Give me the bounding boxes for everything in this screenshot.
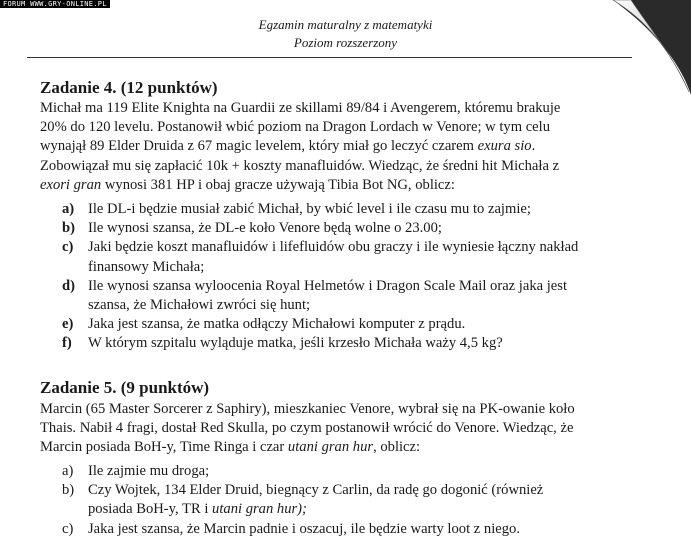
task4-title: Zadanie 4. (12 punktów) [40, 78, 218, 97]
list-item [62, 200, 687, 219]
item-letter: b) [62, 220, 75, 237]
page-curl-icon [591, 0, 691, 95]
text-line: Jaka jest szansa, że Marcin padnie i oszacuj, ile będzie warty loot z niego. [88, 520, 520, 537]
exam-header-title: Egzamin maturalny z matematyki [258, 17, 433, 32]
list-item [62, 315, 687, 334]
text-line: Jaki będzie koszt manafluidów i lifefluidów obu graczy i ile wyniesie łączny nakład [88, 239, 579, 256]
text-line: Czy Wojtek, 134 Elder Druid, biegnący z Carlin, da radę go dogonić (również [88, 482, 544, 499]
item-letter: c) [62, 239, 74, 256]
list-item [62, 334, 687, 353]
item-letter: a) [62, 463, 74, 479]
text-line: Zobowiązał mu się zapłacić 10k + koszty manafluidów. Wiedząc, że średni hit Michała z [40, 157, 560, 174]
text-line: Marcin posiada BoH-y, Time Ringa i czar utani gran hur, oblicz: [40, 439, 421, 456]
text-line: W którym szpitalu wyląduje matka, jeśli krzesło Michała waży 4,5 kg? [88, 335, 503, 352]
item-letter: a) [62, 201, 75, 217]
item-letter: d) [62, 277, 75, 294]
task5-title: Zadanie 5. (9 punktów) [40, 378, 210, 397]
task5-items [62, 462, 682, 539]
list-item [62, 481, 682, 519]
item-letter: e) [62, 316, 74, 333]
text-line: wynajął 89 Elder Druida z 67 magic levelem, który miał go leczyć czarem exura sio. [40, 138, 536, 155]
text-line: Ile wynosi szansa wyloocenia Royal Helmetów i Dragon Scale Mail oraz jaka jest [88, 277, 568, 294]
text-line: Jaka jest szansa, że matka odłączy Michałowi komputer z prądu. [88, 316, 466, 333]
task4-items [62, 200, 687, 354]
list-item [62, 462, 682, 481]
list-item [62, 238, 687, 276]
exam-header-level: Poziom rozszerzony [293, 35, 398, 50]
task4-intro [40, 99, 680, 195]
header-divider [27, 57, 632, 58]
text-line: Michał ma 119 Elite Knighta na Guardii ze skillami 89/84 i Avengerem, któremu brakuje [40, 100, 561, 116]
text-line: 20% do 120 levelu. Postanowił wbić poziom na Dragon Lordach w Venore; w tym celu [40, 119, 550, 136]
text-line: Ile DL-i będzie musiał zabić Michał, by wbić level i ile czasu mu to zajmie; [88, 201, 531, 217]
text-line: finansowy Michała; [88, 258, 205, 275]
list-item [62, 520, 682, 539]
list-item [62, 219, 687, 238]
item-letter: f) [62, 335, 72, 352]
text-line: Ile wynosi szansa, że DL-e koło Venore będą wolne o 23.00; [88, 220, 442, 237]
text-line: Thais. Nabił 4 fragi, dostał Red Skulla, po czym postanowił wrócić do Venore. Wiedząc, że [40, 420, 574, 437]
text-line: Ile zajmie mu droga; [88, 463, 210, 479]
text-line: szansa, że Michałowi zwróci się hunt; [88, 297, 311, 314]
list-item [62, 277, 687, 315]
item-letter: b) [62, 482, 75, 499]
item-letter: c) [62, 520, 74, 537]
task5-intro [40, 400, 680, 458]
text-line: posiada BoH-y, TR i utani gran hur); [88, 501, 307, 518]
text-line: exori gran wynosi 381 HP i obaj gracze używają Tibia Bot NG, oblicz: [40, 176, 455, 193]
text-line: Marcin (65 Master Sorcerer z Saphiry), mieszkaniec Venore, wybrał się na PK-owanie koło [40, 401, 575, 417]
watermark: FORUM WWW.GRY-ONLINE.PL [0, 0, 110, 8]
